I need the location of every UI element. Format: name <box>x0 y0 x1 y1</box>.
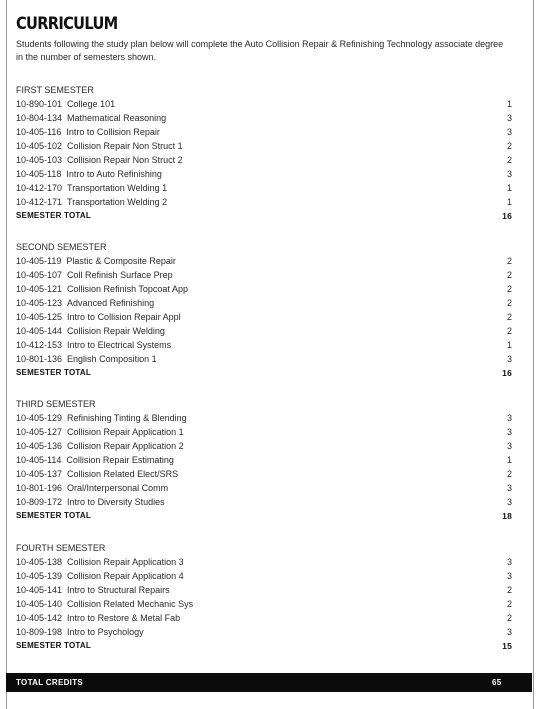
course-row <box>16 139 512 153</box>
course-row <box>16 439 512 453</box>
course-row <box>16 425 512 439</box>
total-credits-bar <box>6 673 532 692</box>
course-name: Intro to Psychology <box>67 627 144 637</box>
course-row <box>16 495 512 509</box>
course-code: 10-405-102 <box>16 141 63 151</box>
course-credits: 1 <box>506 197 512 207</box>
course-code: 10-801-136 <box>16 354 63 364</box>
course-row <box>16 625 512 639</box>
course-credits: 2 <box>506 469 512 479</box>
semester-block-third <box>16 397 512 523</box>
page-title: CURRICULUM <box>16 14 118 34</box>
course-row <box>16 583 512 597</box>
course-name: Collision Refinish Topcoat App <box>67 284 188 294</box>
semester-total-row <box>16 509 512 523</box>
course-name: English Composition 1 <box>67 354 157 364</box>
course-code: 10-405-139 <box>16 571 63 581</box>
course-name: Intro to Auto Refinishing <box>66 169 162 179</box>
course-row <box>16 268 512 282</box>
course-credits: 1 <box>506 183 512 193</box>
course-code: 10-804-134 <box>16 113 63 123</box>
course-credits: 2 <box>506 141 512 151</box>
semester-heading: FIRST SEMESTER <box>16 85 94 95</box>
course-credits: 2 <box>506 155 512 165</box>
course-code: 10-405-127 <box>16 427 63 437</box>
course-code: 10-801-196 <box>16 483 63 493</box>
course-name: Collision Repair Non Struct 1 <box>67 141 183 151</box>
semester-total-label: SEMESTER TOTAL <box>16 511 91 520</box>
semester-total-label: SEMESTER TOTAL <box>16 211 91 220</box>
semester-total-label: SEMESTER TOTAL <box>16 368 91 377</box>
course-code: 10-405-144 <box>16 326 63 336</box>
course-row <box>16 254 512 268</box>
course-credits: 3 <box>506 413 512 423</box>
course-name: Collision Repair Estimating <box>66 455 174 465</box>
course-credits: 2 <box>506 256 512 266</box>
course-credits: 2 <box>506 613 512 623</box>
course-row <box>16 111 512 125</box>
course-name: Collision Repair Welding <box>67 326 165 336</box>
course-code: 10-412-171 <box>16 197 63 207</box>
course-code: 10-405-138 <box>16 557 63 567</box>
course-credits: 3 <box>506 627 512 637</box>
semester-total-value: 16 <box>502 211 512 221</box>
course-name: Transportation Welding 2 <box>67 197 168 207</box>
semester-heading: THIRD SEMESTER <box>16 399 96 409</box>
course-row <box>16 453 512 467</box>
course-code: 10-890-101 <box>16 99 63 109</box>
course-credits: 2 <box>506 312 512 322</box>
course-row <box>16 467 512 481</box>
course-code: 10-405-118 <box>16 169 62 179</box>
semester-total-row <box>16 639 512 653</box>
course-credits: 2 <box>506 585 512 595</box>
course-credits: 2 <box>506 298 512 308</box>
course-code: 10-809-172 <box>16 497 63 507</box>
semester-total-row <box>16 366 512 380</box>
course-credits: 3 <box>506 427 512 437</box>
course-row <box>16 153 512 167</box>
course-name: Transportation Welding 1 <box>67 183 168 193</box>
course-row <box>16 411 512 425</box>
course-row <box>16 296 512 310</box>
course-credits: 3 <box>506 127 512 137</box>
course-name: Collision Repair Application 3 <box>67 557 184 567</box>
total-credits-label: TOTAL CREDITS <box>16 678 84 687</box>
course-row <box>16 167 512 181</box>
course-name: Intro to Diversity Studies <box>67 497 165 507</box>
course-credits: 1 <box>506 99 512 109</box>
intro-paragraph: Students following the study plan below will complete the Auto Collision Repair & Refinishing Technology associate degree in the number of semesters shown. <box>16 39 504 62</box>
course-row <box>16 597 512 611</box>
course-name: Coll Refinish Surface Prep <box>67 270 173 280</box>
course-name: Intro to Restore & Metal Fab <box>67 613 181 623</box>
course-code: 10-412-153 <box>16 340 63 350</box>
course-credits: 3 <box>506 497 512 507</box>
course-code: 10-405-142 <box>16 613 63 623</box>
course-row <box>16 324 512 338</box>
course-row <box>16 125 512 139</box>
course-name: Oral/Interpersonal Comm <box>67 483 169 493</box>
course-name: Advanced Refinishing <box>67 298 155 308</box>
course-code: 10-412-170 <box>16 183 63 193</box>
course-row <box>16 282 512 296</box>
semester-total-value: 18 <box>502 511 512 521</box>
course-name: Collision Repair Non Struct 2 <box>67 155 183 165</box>
course-row <box>16 569 512 583</box>
semester-block-fourth <box>16 541 512 653</box>
course-name: Collision Related Elect/SRS <box>67 469 179 479</box>
course-credits: 1 <box>506 455 512 465</box>
course-name: Plastic & Composite Repair <box>66 256 176 266</box>
course-row <box>16 310 512 324</box>
course-credits: 3 <box>506 169 512 179</box>
semester-block-second <box>16 240 512 380</box>
course-code: 10-405-141 <box>16 585 63 595</box>
course-row <box>16 97 512 111</box>
course-credits: 3 <box>506 113 512 123</box>
course-code: 10-405-114 <box>16 455 62 465</box>
course-name: Collision Repair Application 1 <box>67 427 184 437</box>
course-name: Intro to Collision Repair Appl <box>67 312 181 322</box>
course-name: Intro to Collision Repair <box>66 127 160 137</box>
course-row <box>16 352 512 366</box>
course-credits: 3 <box>506 557 512 567</box>
course-name: Intro to Structural Repairs <box>67 585 170 595</box>
course-name: Refinishing Tinting & Blending <box>67 413 187 423</box>
course-name: Collision Related Mechanic Sys <box>67 599 194 609</box>
course-code: 10-405-107 <box>16 270 63 280</box>
course-credits: 1 <box>506 340 512 350</box>
semester-block-first <box>16 83 512 223</box>
course-row <box>16 338 512 352</box>
course-credits: 3 <box>506 483 512 493</box>
course-code: 10-405-140 <box>16 599 63 609</box>
course-row <box>16 195 512 209</box>
course-name: Collision Repair Application 2 <box>67 441 184 451</box>
course-name: Mathematical Reasoning <box>67 113 167 123</box>
course-code: 10-405-123 <box>16 298 63 308</box>
course-credits: 2 <box>506 270 512 280</box>
semester-total-row <box>16 209 512 223</box>
course-row <box>16 181 512 195</box>
course-credits: 3 <box>506 354 512 364</box>
course-row <box>16 555 512 569</box>
total-credits-value: 65 <box>492 678 502 687</box>
course-credits: 2 <box>506 599 512 609</box>
course-name: Collision Repair Application 4 <box>67 571 184 581</box>
course-credits: 2 <box>506 284 512 294</box>
course-code: 10-405-121 <box>16 284 63 294</box>
course-code: 10-405-119 <box>16 256 62 266</box>
course-credits: 2 <box>506 326 512 336</box>
semester-heading: SECOND SEMESTER <box>16 242 107 252</box>
course-row <box>16 611 512 625</box>
semester-total-value: 15 <box>502 641 512 651</box>
course-code: 10-405-116 <box>16 127 62 137</box>
course-code: 10-405-136 <box>16 441 63 451</box>
semester-total-label: SEMESTER TOTAL <box>16 641 91 650</box>
course-code: 10-405-137 <box>16 469 63 479</box>
course-name: College 101 <box>67 99 116 109</box>
course-code: 10-405-129 <box>16 413 63 423</box>
course-name: Intro to Electrical Systems <box>67 340 172 350</box>
semester-total-value: 16 <box>502 368 512 378</box>
course-code: 10-405-125 <box>16 312 63 322</box>
semester-heading: FOURTH SEMESTER <box>16 543 106 553</box>
course-code: 10-809-198 <box>16 627 63 637</box>
course-code: 10-405-103 <box>16 155 63 165</box>
course-credits: 3 <box>506 441 512 451</box>
course-row <box>16 481 512 495</box>
course-credits: 3 <box>506 571 512 581</box>
